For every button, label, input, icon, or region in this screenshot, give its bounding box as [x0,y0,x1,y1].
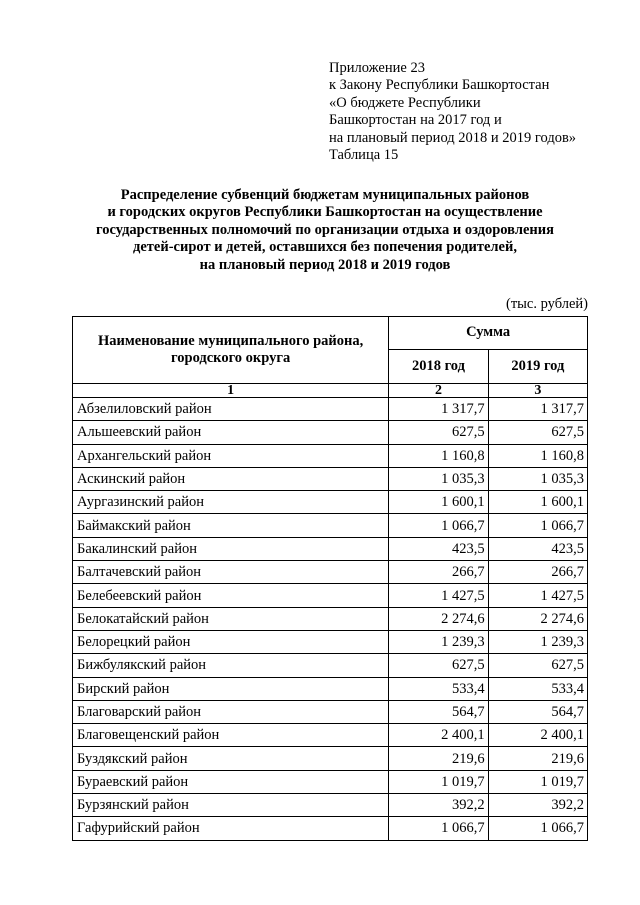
header-sum: Сумма [389,317,588,350]
amount-2019-cell: 627,5 [488,421,587,444]
amount-2018-cell: 1 066,7 [389,514,488,537]
amount-2019-cell: 2 274,6 [488,607,587,630]
appendix-block [329,60,576,164]
amount-2019-cell: 266,7 [488,561,587,584]
appendix-line: Приложение 23 [329,60,425,76]
table-row [73,630,588,653]
table-row [73,700,588,723]
table-row [73,677,588,700]
header-year-2019: 2019 год [488,349,587,383]
table-row [73,747,588,770]
amount-2018-cell: 392,2 [389,794,488,817]
amount-2019-cell: 1 019,7 [488,770,587,793]
table-row [73,514,588,537]
district-name-cell: Балтачевский район [73,561,389,584]
district-name-cell: Бижбулякский район [73,654,389,677]
district-name-cell: Гафурийский район [73,817,389,840]
amount-2018-cell: 1 427,5 [389,584,488,607]
table-row [73,654,588,677]
amount-2019-cell: 1 035,3 [488,467,587,490]
district-name-cell: Альшеевский район [73,421,389,444]
appendix-line: Таблица 15 [329,147,399,164]
table-row [73,607,588,630]
amount-2018-cell: 564,7 [389,700,488,723]
amount-2019-cell: 1 239,3 [488,630,587,653]
amount-2019-cell: 1 066,7 [488,817,587,840]
amount-2018-cell: 1 160,8 [389,444,488,467]
column-number-3: 3 [488,384,587,398]
amount-2018-cell: 1 019,7 [389,770,488,793]
table-row [73,398,588,421]
district-name-cell: Бакалинский район [73,537,389,560]
table-row [73,584,588,607]
amount-2018-cell: 1 317,7 [389,398,488,421]
amount-2018-cell: 2 274,6 [389,607,488,630]
amount-2018-cell: 219,6 [389,747,488,770]
district-name-cell: Белорецкий район [73,630,389,653]
district-name-cell: Благовещенский район [73,724,389,747]
table-row [73,724,588,747]
appendix-line: Башкортостан на 2017 год и [329,112,502,129]
table-row [73,561,588,584]
district-name-cell: Бурзянский район [73,794,389,817]
amount-2019-cell: 392,2 [488,794,587,817]
amount-2018-cell: 533,4 [389,677,488,700]
amount-2019-cell: 423,5 [488,537,587,560]
header-year-2018: 2018 год [389,349,488,383]
amount-2018-cell: 627,5 [389,421,488,444]
district-name-cell: Благоварский район [73,700,389,723]
appendix-line: «О бюджете Республики [329,94,481,111]
amount-2019-cell: 1 317,7 [488,398,587,421]
table-row [73,794,588,817]
amount-2019-cell: 1 066,7 [488,514,587,537]
appendix-line: к Закону Республики Башкортостан [329,77,550,94]
title-line: на плановый период 2018 и 2019 годов [199,256,451,273]
amount-2019-cell: 1 160,8 [488,444,587,467]
amount-2018-cell: 1 600,1 [389,491,488,514]
district-name-cell: Белебеевский район [73,584,389,607]
district-name-cell: Баймакский район [73,514,389,537]
title-line: Распределение субвенций бюджетам муниципальных районов [120,187,530,203]
units-label: (тыс. рублей) [506,296,588,312]
column-number-2: 2 [389,384,488,398]
district-name-cell: Бураевский район [73,770,389,793]
district-name-cell: Аургазинский район [73,491,389,514]
district-name-cell: Аскинский район [73,467,389,490]
subsidy-table [72,316,588,841]
table-row [73,770,588,793]
document-title [60,187,590,274]
amount-2019-cell: 1 600,1 [488,491,587,514]
column-number-1: 1 [73,384,389,398]
amount-2019-cell: 219,6 [488,747,587,770]
amount-2018-cell: 627,5 [389,654,488,677]
district-name-cell: Архангельский район [73,444,389,467]
amount-2018-cell: 266,7 [389,561,488,584]
title-line: и городских округов Республики Башкортостан на осуществление [107,204,543,221]
table-row [73,537,588,560]
header-name: Наименование муниципального района, городского округа [73,317,389,384]
table-row [73,491,588,514]
district-name-cell: Бирский район [73,677,389,700]
amount-2019-cell: 564,7 [488,700,587,723]
amount-2018-cell: 1 239,3 [389,630,488,653]
appendix-line: на плановый период 2018 и 2019 годов» [329,129,577,146]
amount-2018-cell: 1 066,7 [389,817,488,840]
amount-2019-cell: 627,5 [488,654,587,677]
district-name-cell: Буздякский район [73,747,389,770]
title-line: детей-сирот и детей, оставшихся без попечения родителей, [133,239,517,256]
table-body [73,398,588,841]
table-row [73,467,588,490]
amount-2018-cell: 423,5 [389,537,488,560]
amount-2018-cell: 1 035,3 [389,467,488,490]
amount-2019-cell: 533,4 [488,677,587,700]
amount-2019-cell: 1 427,5 [488,584,587,607]
amount-2018-cell: 2 400,1 [389,724,488,747]
title-line: государственных полномочий по организации отдыха и оздоровления [96,221,554,238]
amount-2019-cell: 2 400,1 [488,724,587,747]
district-name-cell: Белокатайский район [73,607,389,630]
table-row [73,444,588,467]
table-row [73,817,588,840]
district-name-cell: Абзелиловский район [73,398,389,421]
table-row [73,421,588,444]
